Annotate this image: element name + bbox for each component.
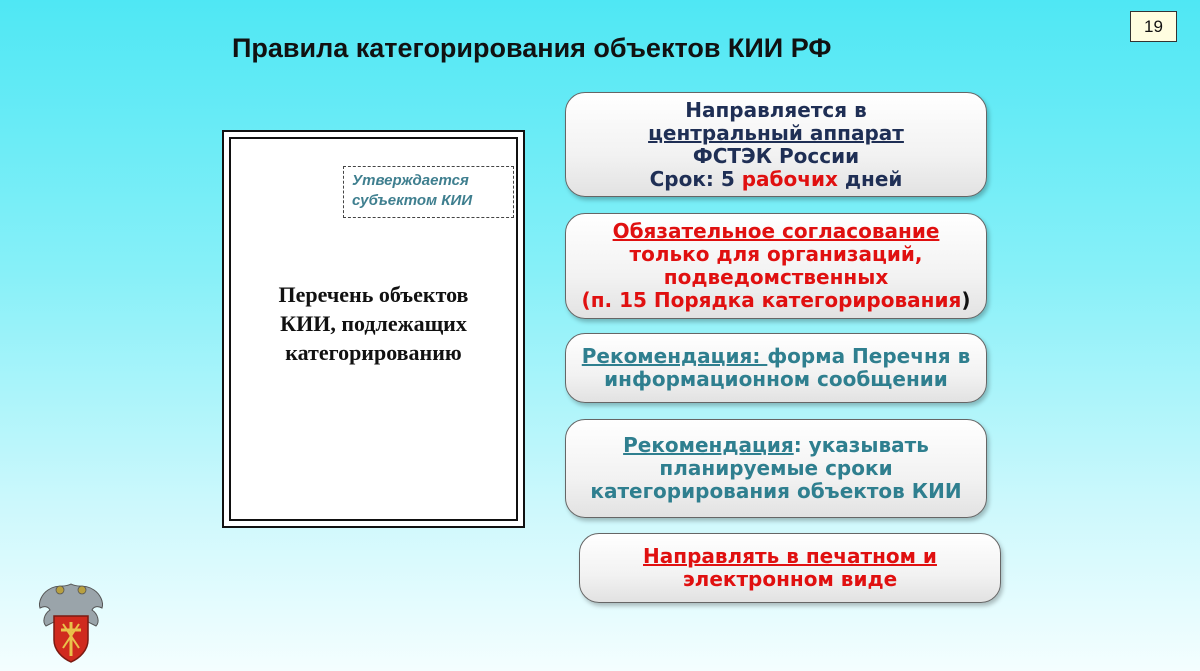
document-frame: [222, 130, 525, 528]
slide-number: 19: [1130, 11, 1177, 42]
box-line: Обязательное согласование: [612, 219, 940, 243]
box-text: ): [961, 288, 971, 312]
box-line: ФСТЭК России: [692, 143, 860, 168]
box-line: [650, 168, 903, 191]
document-title-line: КИИ, подлежащих: [280, 311, 467, 336]
box-line: центральный аппарат: [648, 120, 904, 145]
info-box-format: [579, 533, 1001, 603]
info-box-submission: [565, 92, 987, 197]
box-line: планируемые сроки: [659, 456, 893, 480]
approval-stamp: [343, 166, 514, 218]
box-line: [623, 434, 929, 457]
document-title: [231, 280, 516, 367]
stamp-line: Утверждается: [352, 172, 469, 189]
box-line: категорирования объектов КИИ: [590, 479, 962, 503]
box-label: Рекомендация:: [581, 344, 768, 368]
box-label: Рекомендация: [623, 433, 794, 457]
box-line: только для организаций,: [629, 242, 923, 266]
box-line: подведомственных: [663, 265, 889, 289]
box-text: дней: [837, 166, 903, 191]
box-line: информационном сообщении: [604, 367, 948, 391]
box-line: электронном виде: [682, 567, 898, 591]
page-title: Правила категорирования объектов КИИ РФ: [232, 33, 832, 63]
document-title-line: категорированию: [285, 340, 462, 365]
box-line: Направляется в: [685, 97, 867, 122]
coat-of-arms-icon: [34, 578, 108, 664]
box-text: (п. 15 Порядка категорирования: [581, 288, 962, 312]
info-box-recommendation-deadlines: [565, 419, 987, 518]
document-title-line: Перечень объектов: [278, 282, 469, 307]
box-text: форма Перечня в: [767, 344, 971, 368]
box-line: Направлять в печатном и: [643, 544, 937, 568]
document-inner-frame: [229, 137, 518, 521]
box-line: [582, 289, 971, 312]
stamp-line: субъектом КИИ: [352, 192, 473, 209]
box-line: [582, 345, 970, 368]
info-box-recommendation-form: [565, 333, 987, 403]
box-highlight: рабочих: [741, 166, 838, 191]
box-text: : указывать: [793, 433, 929, 457]
box-text: Срок: 5: [649, 166, 742, 191]
info-box-approval: [565, 213, 987, 319]
